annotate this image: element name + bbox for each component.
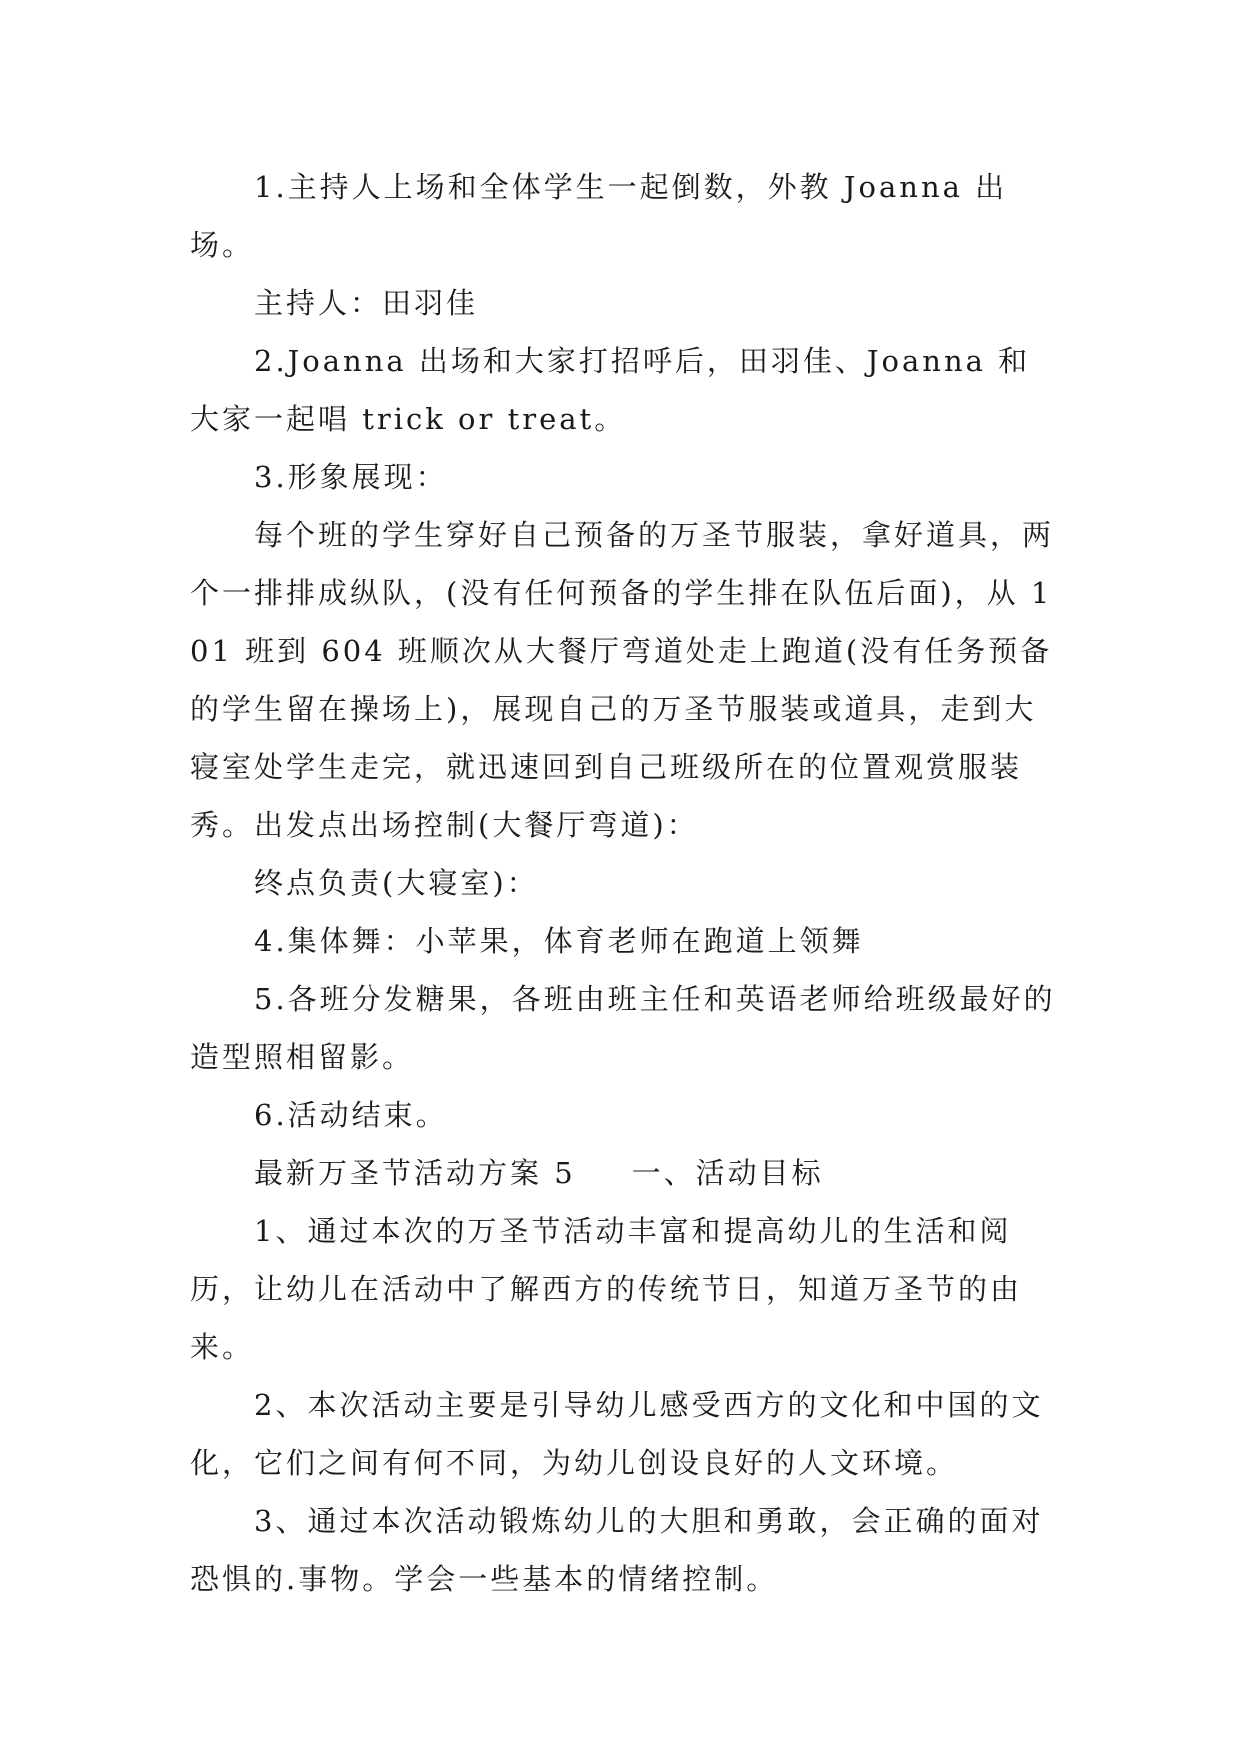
- paragraph-candy-photo: 5.各班分发糖果，各班由班主任和英语老师给班级最好的造型照相留影。: [190, 982, 1056, 1074]
- paragraph-host-name: 主持人：田羽佳: [254, 286, 479, 320]
- paragraph-sing-together: 2.Joanna 出场和大家打招呼后，田羽佳、Joanna 和大家一起唱 trick or treat。: [190, 344, 1031, 436]
- section-heading-title: 最新万圣节活动方案 5: [254, 1156, 576, 1190]
- goal-item: 2、本次活动主要是引导幼儿感受西方的文化和中国的文化，它们之间有何不同，为幼儿创设良好的人文环境。: [190, 1388, 1044, 1480]
- goal-item: 3、通过本次活动锻炼幼儿的大胆和勇敢，会正确的面对恐惧的.事物。学会一些基本的情绪控制。: [190, 1504, 1044, 1596]
- paragraph-endpoint: 终点负责(大寝室)：: [254, 866, 539, 900]
- paragraph-costume-parade: 每个班的学生穿好自己预备的万圣节服装，拿好道具，两个一排排成纵队，(没有任何预备的学生排在队伍后面)，从 101 班到 604 班顺次从大餐厅弯道处走上跑道(没有任务预备的学生留在操场上)，展现自己的万圣节服装或道具，走到大寝室处学生走完，就迅速回到自己班级所在的位置观赏服装秀。出发点出场控制(大餐厅弯道)：: [190, 518, 1055, 842]
- paragraph-image-show-title: 3.形象展现：: [254, 460, 448, 494]
- document-body: [190, 158, 1060, 1608]
- goal-item: 1、通过本次的万圣节活动丰富和提高幼儿的生活和阅历，让幼儿在活动中了解西方的传统节日，知道万圣节的由来。: [190, 1214, 1023, 1364]
- paragraph-host-countdown: 1.主持人上场和全体学生一起倒数，外教 Joanna 出场。: [190, 170, 1008, 262]
- section-heading-subtitle: 一、活动目标: [631, 1156, 824, 1190]
- section-heading: [190, 1144, 1060, 1202]
- paragraph-group-dance: 4.集体舞：小苹果，体育老师在跑道上领舞: [254, 924, 864, 958]
- paragraph-activity-end: 6.活动结束。: [254, 1098, 448, 1132]
